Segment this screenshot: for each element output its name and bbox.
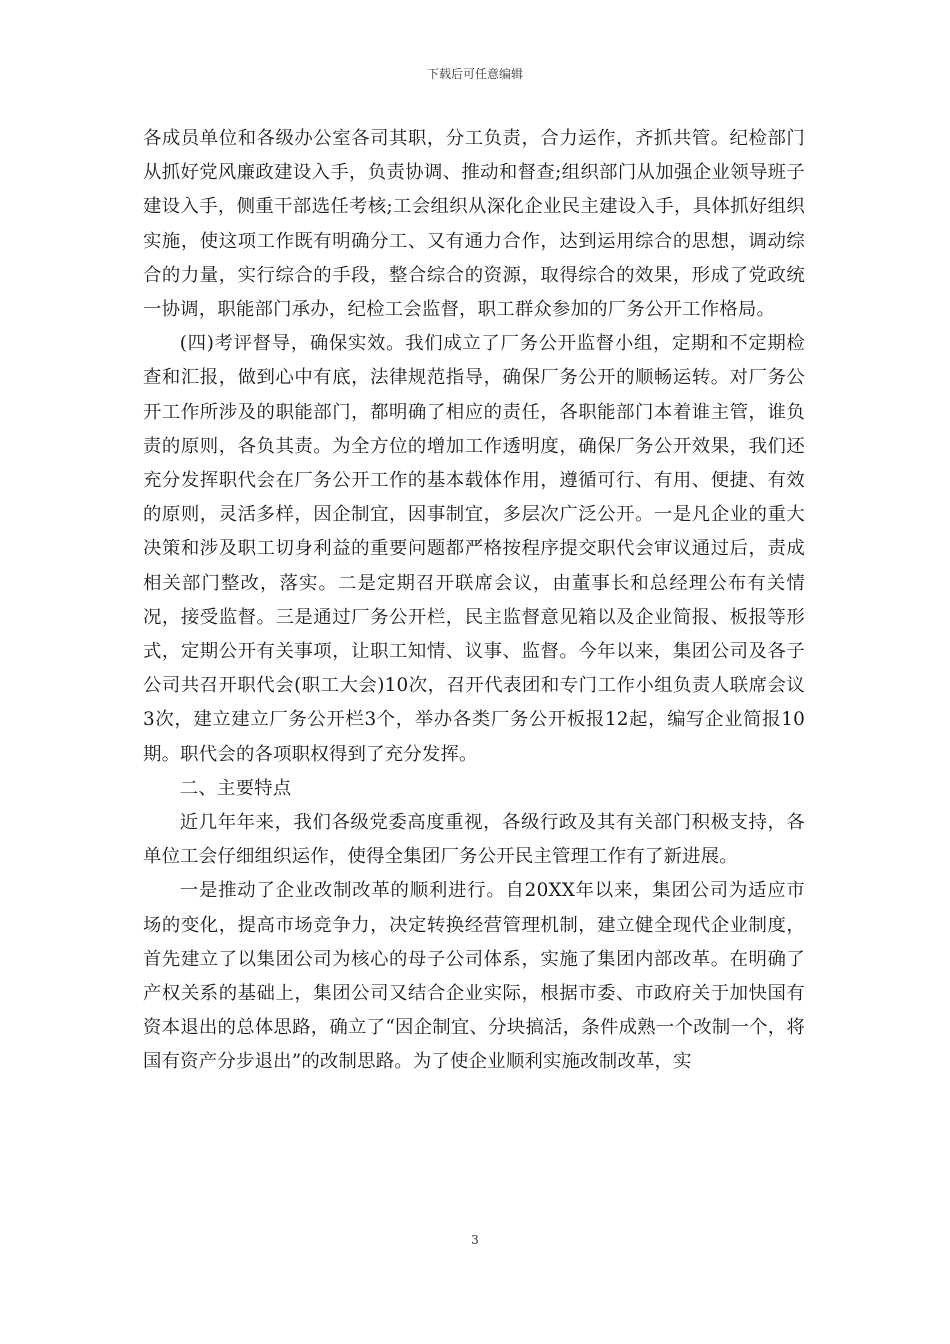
page-number: 3 — [471, 1233, 479, 1247]
page-header: 下载后可任意编辑 — [426, 67, 523, 81]
paragraph-2: (四)考评督导，确保实效。我们成立了厂务公开监督小组，定期和不定期检查和汇报，做到心中有底，法律规范指导，确保厂务公开的顺畅运转。对厂务公开工作所涉及的职能部门，都明确了相应的责任，各职能部门本着谁主管，谁负责的原则，各负其责。为全方位的增加工作透明度，确保厂务公开效果，我们还充分发挥职代会在厂务公开工作的基本载体作用，遵循可行、有用、便捷、有效的原则，灵活多样，因企制宜，因事制宜，多层次广泛公开。一是凡企业的重大决策和涉及职工切身利益的重要问题都严格按程序提交职代会审议通过后，责成相关部门整改，落实。二是定期召开联席会议，由董事长和总经理公布有关情况，接受监督。三是通过厂务公开栏，民主监督意见箱以及企业简报、板报等形式，定期公开有关事项，让职工知情、议事、监督。今年以来，集团公司及各子公司共召开职代会(职工大会)10次，召开代表团和专门工作小组负责人联席会议3次，建立建立厂务公开栏3个，举办各类厂务公开板报12起，编写企业简报10期。职代会的各项职权得到了充分发挥。 — [143, 333, 805, 765]
paragraph-4: 一是推动了企业改制改革的顺利进行。自20XX年以来，集团公司为适应市场的变化，提高市场竞争力，决定转换经营管理机制，建立健全现代企业制度，首先建立了以集团公司为核心的母子公司体系，实施了集团内部改革。在明确了产权关系的基础上，集团公司又结合企业实际，根据市委、市政府关于加快国有资本退出的总体思路，确立了“因企制宜、分块搞活，条件成熟一个改制一个，将国有资产分步退出”的改制思路。为了使企业顺利实施改制改革，实 — [143, 880, 805, 1073]
paragraph-1: 各成员单位和各级办公室各司其职，分工负责，合力运作，齐抓共管。纪检部门从抓好党风廉政建设入手，负责协调、推动和督查;组织部门从加强企业领导班子建设入手，侧重干部选任考核;工会组织从深化企业民主建设入手，具体抓好组织实施，使这项工作既有明确分工、又有通力合作，达到运用综合的思想，调动综合的力量，实行综合的手段，整合综合的资源，取得综合的效果，形成了党政统一协调，职能部门承办，纪检工会监督，职工群众参加的厂务公开工作格局。 — [143, 128, 805, 321]
section-heading: 二、主要特点 — [179, 777, 292, 799]
document-body — [143, 122, 805, 1080]
paragraph-3: 近几年年来，我们各级党委高度重视，各级行政及其有关部门积极支持，各单位工会仔细组织运作，使得全集团厂务公开民主管理工作有了新进展。 — [143, 812, 805, 868]
